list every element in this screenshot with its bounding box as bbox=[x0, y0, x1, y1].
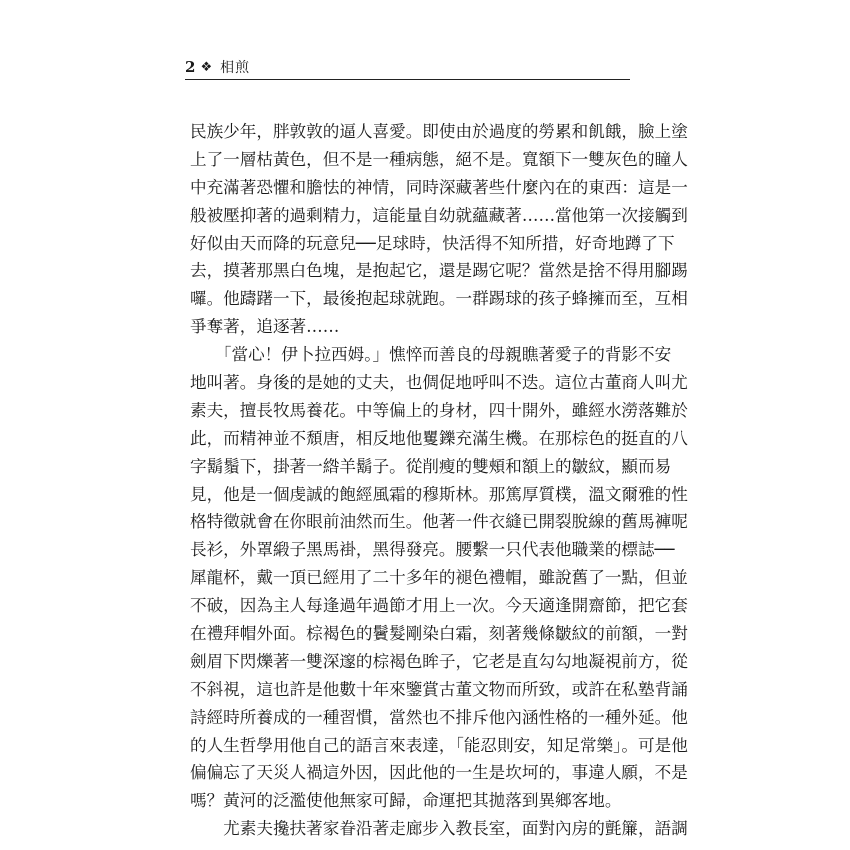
text-line: 囉。他躊躇一下，最後抱起球就跑。一群踢球的孩子蜂擁而至，互相 bbox=[190, 289, 688, 309]
text-line: 民族少年，胖敦敦的逼人喜愛。即使由於過度的勞累和飢餓，臉上塗 bbox=[190, 122, 688, 141]
text-line: 見，他是一個虔誠的飽經風霜的穆斯林。那篤厚質樸，溫文爾雅的性 bbox=[190, 484, 688, 504]
body-text bbox=[190, 118, 688, 843]
text-line: 好似由天而降的玩意兒──足球時，快活得不知所措，好奇地蹲了下 bbox=[190, 233, 675, 253]
book-title: 相煎 bbox=[220, 60, 251, 76]
text-line: 爭奪著，追逐著…… bbox=[190, 317, 340, 337]
text-line: 格特徵就會在你眼前油然而生。他著一件衣縫已開裂脫線的舊馬褲呢 bbox=[190, 512, 688, 532]
text-line: 般被壓抑著的過剩精力，這能量自幼就蘊藏著……當他第一次接觸到 bbox=[190, 205, 688, 225]
text-line: 地叫著。身後的是她的丈夫，也倜促地呼叫不迭。這位古董商人叫尤 bbox=[190, 373, 688, 393]
text-line: 偏偏忘了天災人禍這外因，因此他的一生是坎坷的，事違人願，不是 bbox=[190, 763, 688, 783]
text-line: 長衫，外罩緞子黑馬褂，黑得發亮。腰繫一只代表他職業的標誌── bbox=[190, 540, 675, 560]
running-header bbox=[185, 56, 630, 78]
header-divider bbox=[185, 79, 630, 80]
text-line: 字鬍鬚下，掛著一綹羊鬍子。從削瘦的雙頰和額上的皺紋，顯而易 bbox=[190, 456, 672, 476]
text-line: 犀龍杯，戴一頂已經用了二十多年的褪色禮帽，雖說舊了一點，但並 bbox=[190, 568, 688, 588]
text-line: 的人生哲學用他自己的語言來表達，「能忍則安，知足常樂」。可是他 bbox=[190, 735, 688, 755]
text-line: 「當心！伊卜拉西姆。」憔悴而善良的母親瞧著愛子的背影不安 bbox=[190, 345, 672, 365]
text-line: 不斜視，這也許是他數十年來鑒賞古董文物而所致，或許在私塾背誦 bbox=[190, 679, 688, 699]
page-number: 2 bbox=[185, 58, 196, 76]
text-line: 不破，因為主人每逢過年過節才用上一次。今天適逢開齋節，把它套 bbox=[190, 596, 688, 616]
text-line: 素夫，擅長牧馬養花。中等偏上的身材，四十開外，雖經水澇落難於 bbox=[190, 400, 688, 420]
text-line: 去，摸著那黑白色塊，是抱起它，還是踢它呢？當然是捨不得用腳踢 bbox=[190, 261, 688, 281]
text-line: 劍眉下閃爍著一雙深邃的棕褐色眸子，它老是直勾勾地凝視前方，從 bbox=[190, 651, 688, 671]
ornament-icon: ❖ bbox=[200, 59, 213, 75]
text-line: 嗎？黃河的泛濫使他無家可歸，命運把其拋落到異鄉客地。 bbox=[190, 791, 622, 811]
text-line: 中充滿著恐懼和膽怯的神情，同時深藏著些什麼內在的東西：這是一 bbox=[190, 177, 688, 197]
text-line: 在禮拜帽外面。棕褐色的鬢髮剛染白霜，刻著幾條皺紋的前額，一對 bbox=[190, 624, 688, 644]
text-line: 尤素夫攙扶著家眷沿著走廊步入教長室，面對內房的氈簾，語調 bbox=[190, 819, 688, 839]
text-line: 詩經時所養成的一種習慣，當然也不排斥他內涵性格的一種外延。他 bbox=[190, 707, 688, 727]
text-line: 此，而精神並不頹唐，相反地他矍鑠充滿生機。在那棕色的挺直的八 bbox=[190, 428, 688, 448]
text-line: 上了一層枯黃色，但不是一種病態，絕不是。寬額下一雙灰色的瞳人 bbox=[190, 149, 688, 169]
